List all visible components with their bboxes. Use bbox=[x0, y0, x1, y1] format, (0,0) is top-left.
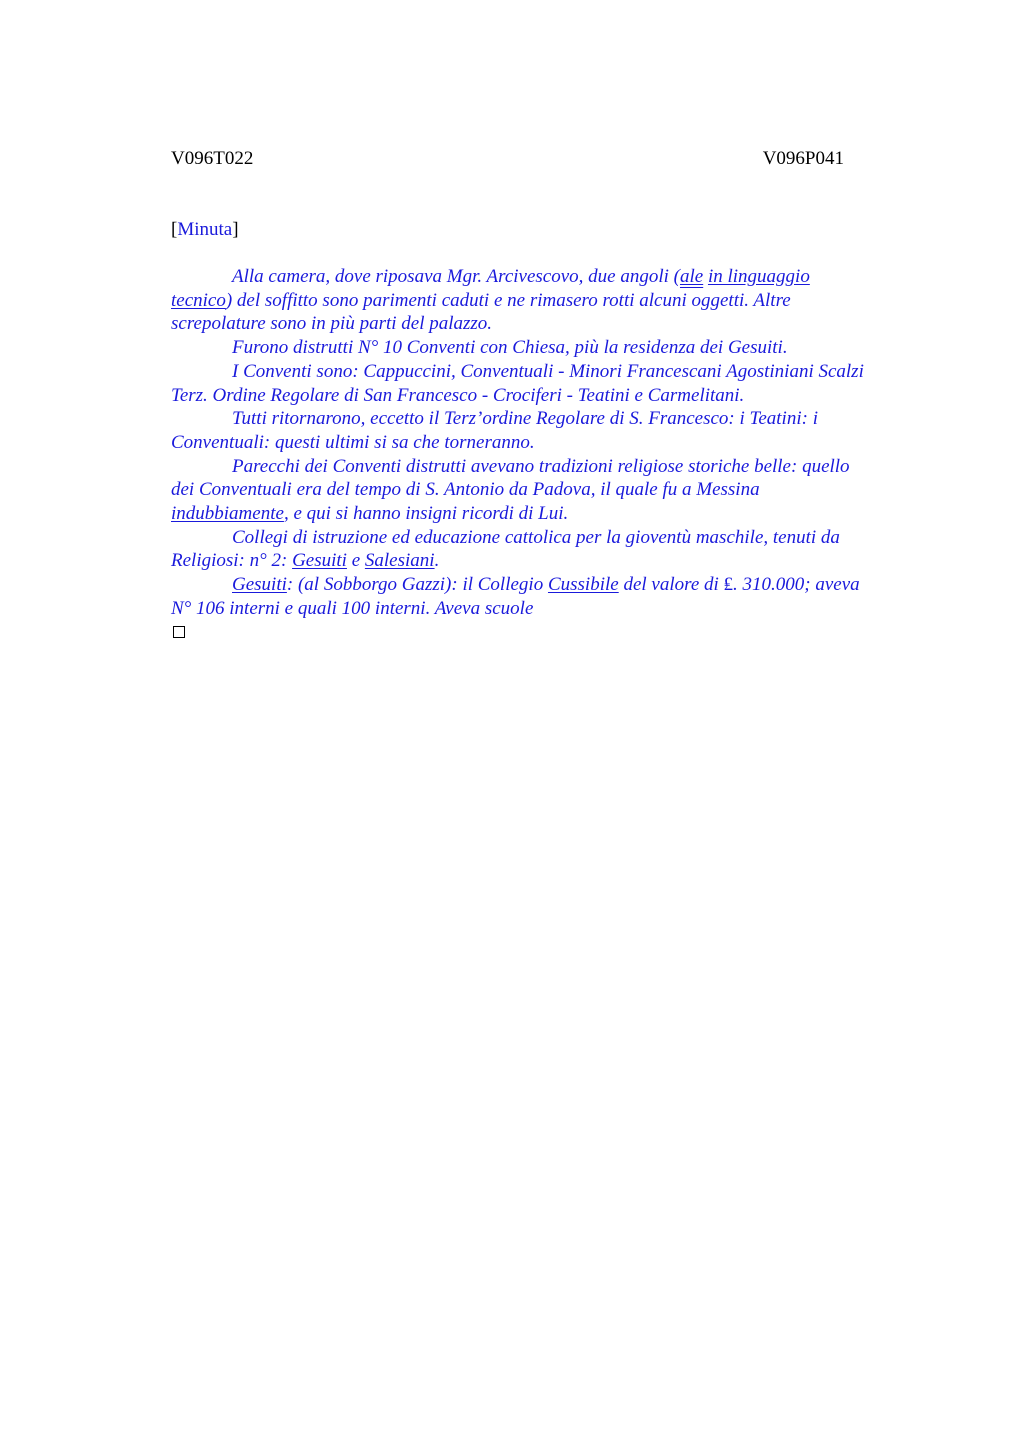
text-run: ) del soffitto sono parimenti caduti e ne rimasero rotti alcuni oggetti. Altre bbox=[225, 289, 791, 311]
paragraph-line bbox=[171, 265, 931, 289]
text-run: Religiosi: n° 2: bbox=[171, 550, 293, 572]
paragraph-line bbox=[171, 289, 931, 313]
paragraph-6 bbox=[171, 526, 931, 550]
paragraph-line: Conventuali: questi ultimi si sa che torneranno. bbox=[171, 431, 535, 453]
paragraph-line: Terz. Ordine Regolare di San Francesco - Crociferi - Teatini e Carmelitani. bbox=[171, 384, 745, 406]
paragraph-6-continued bbox=[171, 549, 931, 573]
minuta-label: Minuta bbox=[177, 219, 233, 240]
page-header bbox=[171, 146, 844, 172]
paragraph-7 bbox=[171, 573, 931, 597]
text-run: . bbox=[434, 550, 440, 572]
paragraph-1 bbox=[171, 265, 931, 289]
underlined-word: in linguaggio bbox=[707, 266, 810, 287]
open-bracket: [ bbox=[171, 219, 178, 240]
paragraph-line bbox=[171, 502, 931, 526]
paragraph-line bbox=[171, 549, 931, 573]
paragraph-4-continued bbox=[171, 431, 931, 455]
underlined-word: indubbiamente bbox=[171, 503, 284, 525]
underlined-word: ale bbox=[679, 266, 704, 287]
document-type-label bbox=[171, 217, 239, 243]
close-bracket: ] bbox=[232, 219, 239, 240]
underlined-word: tecnico bbox=[171, 289, 226, 311]
text-run: e bbox=[346, 550, 365, 572]
paragraph-3-continued bbox=[171, 384, 931, 408]
paragraph-5-continued bbox=[171, 478, 931, 525]
paragraph-line: Tutti ritornarono, eccetto il Terz’ordine Regolare di S. Francesco: i Teatini: i bbox=[232, 408, 818, 430]
square-outline-icon bbox=[173, 626, 185, 638]
paragraph-line: N° 106 interni e quali 100 interni. Aveva scuole bbox=[171, 597, 534, 619]
paragraph-line: I Conventi sono: Cappuccini, Conventuali - Minori Francescani Agostiniani Scalzi bbox=[232, 360, 864, 382]
paragraph-2 bbox=[171, 336, 931, 360]
document-code-right: V096P041 bbox=[762, 148, 844, 169]
document-code-left: V096T022 bbox=[171, 148, 254, 169]
underlined-word: Salesiani bbox=[364, 550, 435, 572]
underlined-word: Gesuiti bbox=[292, 550, 347, 572]
paragraph-4 bbox=[171, 407, 931, 431]
paragraph-line: dei Conventuali era del tempo di S. Antonio da Padova, il quale fu a Messina bbox=[171, 479, 760, 501]
text-run: , e qui si hanno insigni ricordi di Lui. bbox=[283, 503, 569, 525]
paragraph-7-continued bbox=[171, 597, 931, 621]
text-run: . 310.000; aveva bbox=[733, 574, 860, 596]
underlined-word: Gesuiti bbox=[232, 574, 287, 596]
paragraph-line: Furono distrutti N° 10 Conventi con Chiesa, più la residenza dei Gesuiti. bbox=[232, 337, 788, 359]
paragraph-1-continued bbox=[171, 289, 931, 336]
pound-sign: ₤ bbox=[723, 574, 734, 596]
paragraph-line: Collegi di istruzione ed educazione cattolica per la gioventù maschile, tenuti da bbox=[232, 526, 840, 548]
text-run: Alla camera, dove riposava Mgr. Arcivescovo, due angoli ( bbox=[232, 266, 680, 287]
text-run: del valore di bbox=[618, 574, 724, 596]
paragraph-5 bbox=[171, 455, 931, 479]
paragraph-line: Parecchi dei Conventi distrutti avevano tradizioni religiose storiche belle: quello bbox=[232, 455, 850, 477]
paragraph-3 bbox=[171, 360, 931, 384]
text-run: : (al Sobborgo Gazzi): il Collegio bbox=[286, 574, 548, 596]
paragraph-line: screpolature sono in più parti del palazzo. bbox=[171, 313, 493, 335]
underlined-word: Cussibile bbox=[547, 574, 619, 596]
document-body bbox=[171, 265, 931, 621]
paragraph-line bbox=[171, 573, 931, 597]
